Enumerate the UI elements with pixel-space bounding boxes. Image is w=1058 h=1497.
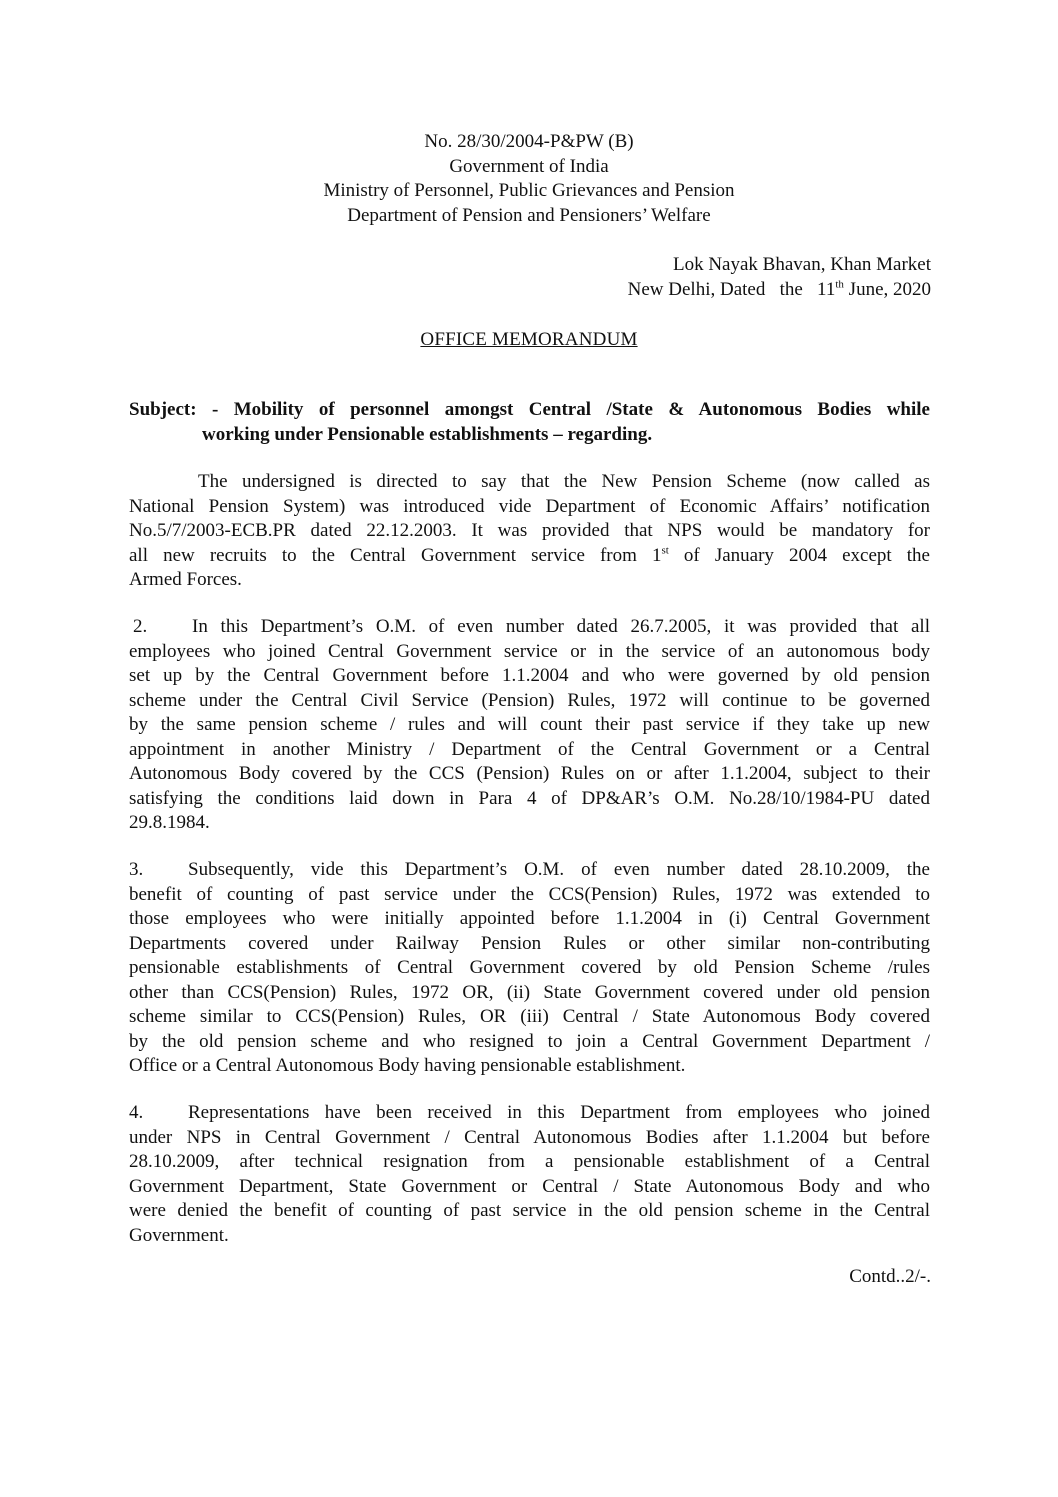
subject-line-1: Subject: - Mobility of personnel amongst Central /State & Autonomous Bodies while: [129, 399, 930, 420]
para-number: 3.: [129, 859, 144, 880]
subject-line-2: working under Pensionable establishments – regarding.: [202, 423, 653, 445]
para-line: pensionable establishments of Central Government covered by old Pension Scheme /rules: [129, 957, 930, 978]
para-line: [129, 858, 930, 883]
file-number: No. 28/30/2004-P&PW (B): [424, 131, 634, 152]
para-text: of January 2004 except the: [668, 544, 930, 566]
para-line: [129, 1101, 930, 1126]
para-line: satisfying the conditions laid down in Para 4 of DP&AR’s O.M. No.28/10/1984-PU dated: [129, 787, 930, 809]
para-line: 29.8.1984.: [129, 812, 210, 833]
para-line: No.5/7/2003-ECB.PR dated 22.12.2003. It was provided that NPS would be mandatory for: [129, 520, 930, 541]
para-line: The undersigned is directed to say that the New Pension Scheme (now called as: [198, 471, 930, 492]
department-name: Department of Pension and Pensioners’ Welfare: [347, 204, 711, 226]
date-prefix: New Delhi, Dated the 11: [627, 279, 836, 300]
ordinal: st: [661, 544, 669, 557]
para-line: Office or a Central Autonomous Body having pensionable establishment.: [129, 1055, 686, 1076]
para-line: [129, 615, 930, 640]
paragraph-3: [129, 858, 930, 1079]
para-line: Departments covered under Railway Pension Rules or other similar non-contributing: [129, 932, 930, 954]
place-date-block: [628, 252, 931, 302]
para-line: appointment in another Ministry / Department of the Central Government or a Central: [129, 738, 930, 760]
paragraph-2: [129, 615, 930, 836]
continued-marker: Contd..2/-.: [849, 1266, 931, 1287]
ministry-name: Ministry of Personnel, Public Grievances and Pension: [323, 180, 735, 201]
memo-title: OFFICE MEMORANDUM: [420, 329, 638, 350]
para-line: by the old pension scheme and who resigned to join a Central Government Department /: [129, 1030, 930, 1052]
para-line: under NPS in Central Government / Central Autonomous Bodies after 1.1.2004 but before: [129, 1126, 930, 1148]
para-number: 2.: [133, 616, 148, 637]
government-name: Government of India: [449, 155, 609, 177]
para-text: Subsequently, vide this Department’s O.M. of even number dated 28.10.2009, the: [188, 859, 930, 880]
para-line: scheme similar to CCS(Pension) Rules, OR (iii) Central / State Autonomous Body covered: [129, 1006, 930, 1027]
para-line: 28.10.2009, after technical resignation from a pensionable establishment of a Central: [129, 1151, 930, 1172]
date-suffix: June, 2020: [843, 279, 931, 300]
para-line: Government.: [129, 1224, 229, 1246]
para-line: by the same pension scheme / rules and will count their past service if they take up new: [129, 714, 930, 735]
paragraph-4: [129, 1101, 930, 1248]
para-text: Representations have been received in this Department from employees who joined: [188, 1102, 930, 1123]
para-line: Armed Forces.: [129, 569, 242, 590]
para-line: employees who joined Central Government service or in the service of an autonomous body: [129, 640, 930, 662]
para-line: scheme under the Central Civil Service (Pension) Rules, 1972 will continue to be governed: [129, 689, 930, 711]
letterhead: [0, 130, 1058, 228]
para-text: all new recruits to the Central Government service from 1: [129, 544, 662, 566]
para-line: [129, 544, 930, 569]
para-line: National Pension System) was introduced vide Department of Economic Affairs’ notification: [129, 495, 930, 517]
para-line: Government Department, State Government or Central / State Autonomous Body and who: [129, 1175, 930, 1197]
paragraph-1: [129, 470, 930, 593]
subject-block: [129, 398, 930, 447]
para-line: other than CCS(Pension) Rules, 1972 OR, (ii) State Government covered under old pension: [129, 981, 930, 1003]
para-number: 4.: [129, 1102, 144, 1123]
para-line: were denied the benefit of counting of past service in the old pension scheme in the Central: [129, 1200, 930, 1221]
para-line: those employees who were initially appointed before 1.1.2004 in (i) Central Government: [129, 908, 930, 929]
address-line: Lok Nayak Bhavan, Khan Market: [672, 254, 931, 275]
para-line: set up by the Central Government before 1.1.2004 and who were governed by old pension: [129, 665, 930, 686]
para-line: Autonomous Body covered by the CCS (Pension) Rules on or after 1.1.2004, subject to their: [129, 763, 930, 784]
date-ordinal: th: [835, 278, 844, 291]
para-line: benefit of counting of past service under the CCS(Pension) Rules, 1972 was extended to: [129, 883, 930, 905]
date-line: [628, 277, 931, 302]
para-text: In this Department’s O.M. of even number dated 26.7.2005, it was provided that all: [192, 616, 930, 637]
